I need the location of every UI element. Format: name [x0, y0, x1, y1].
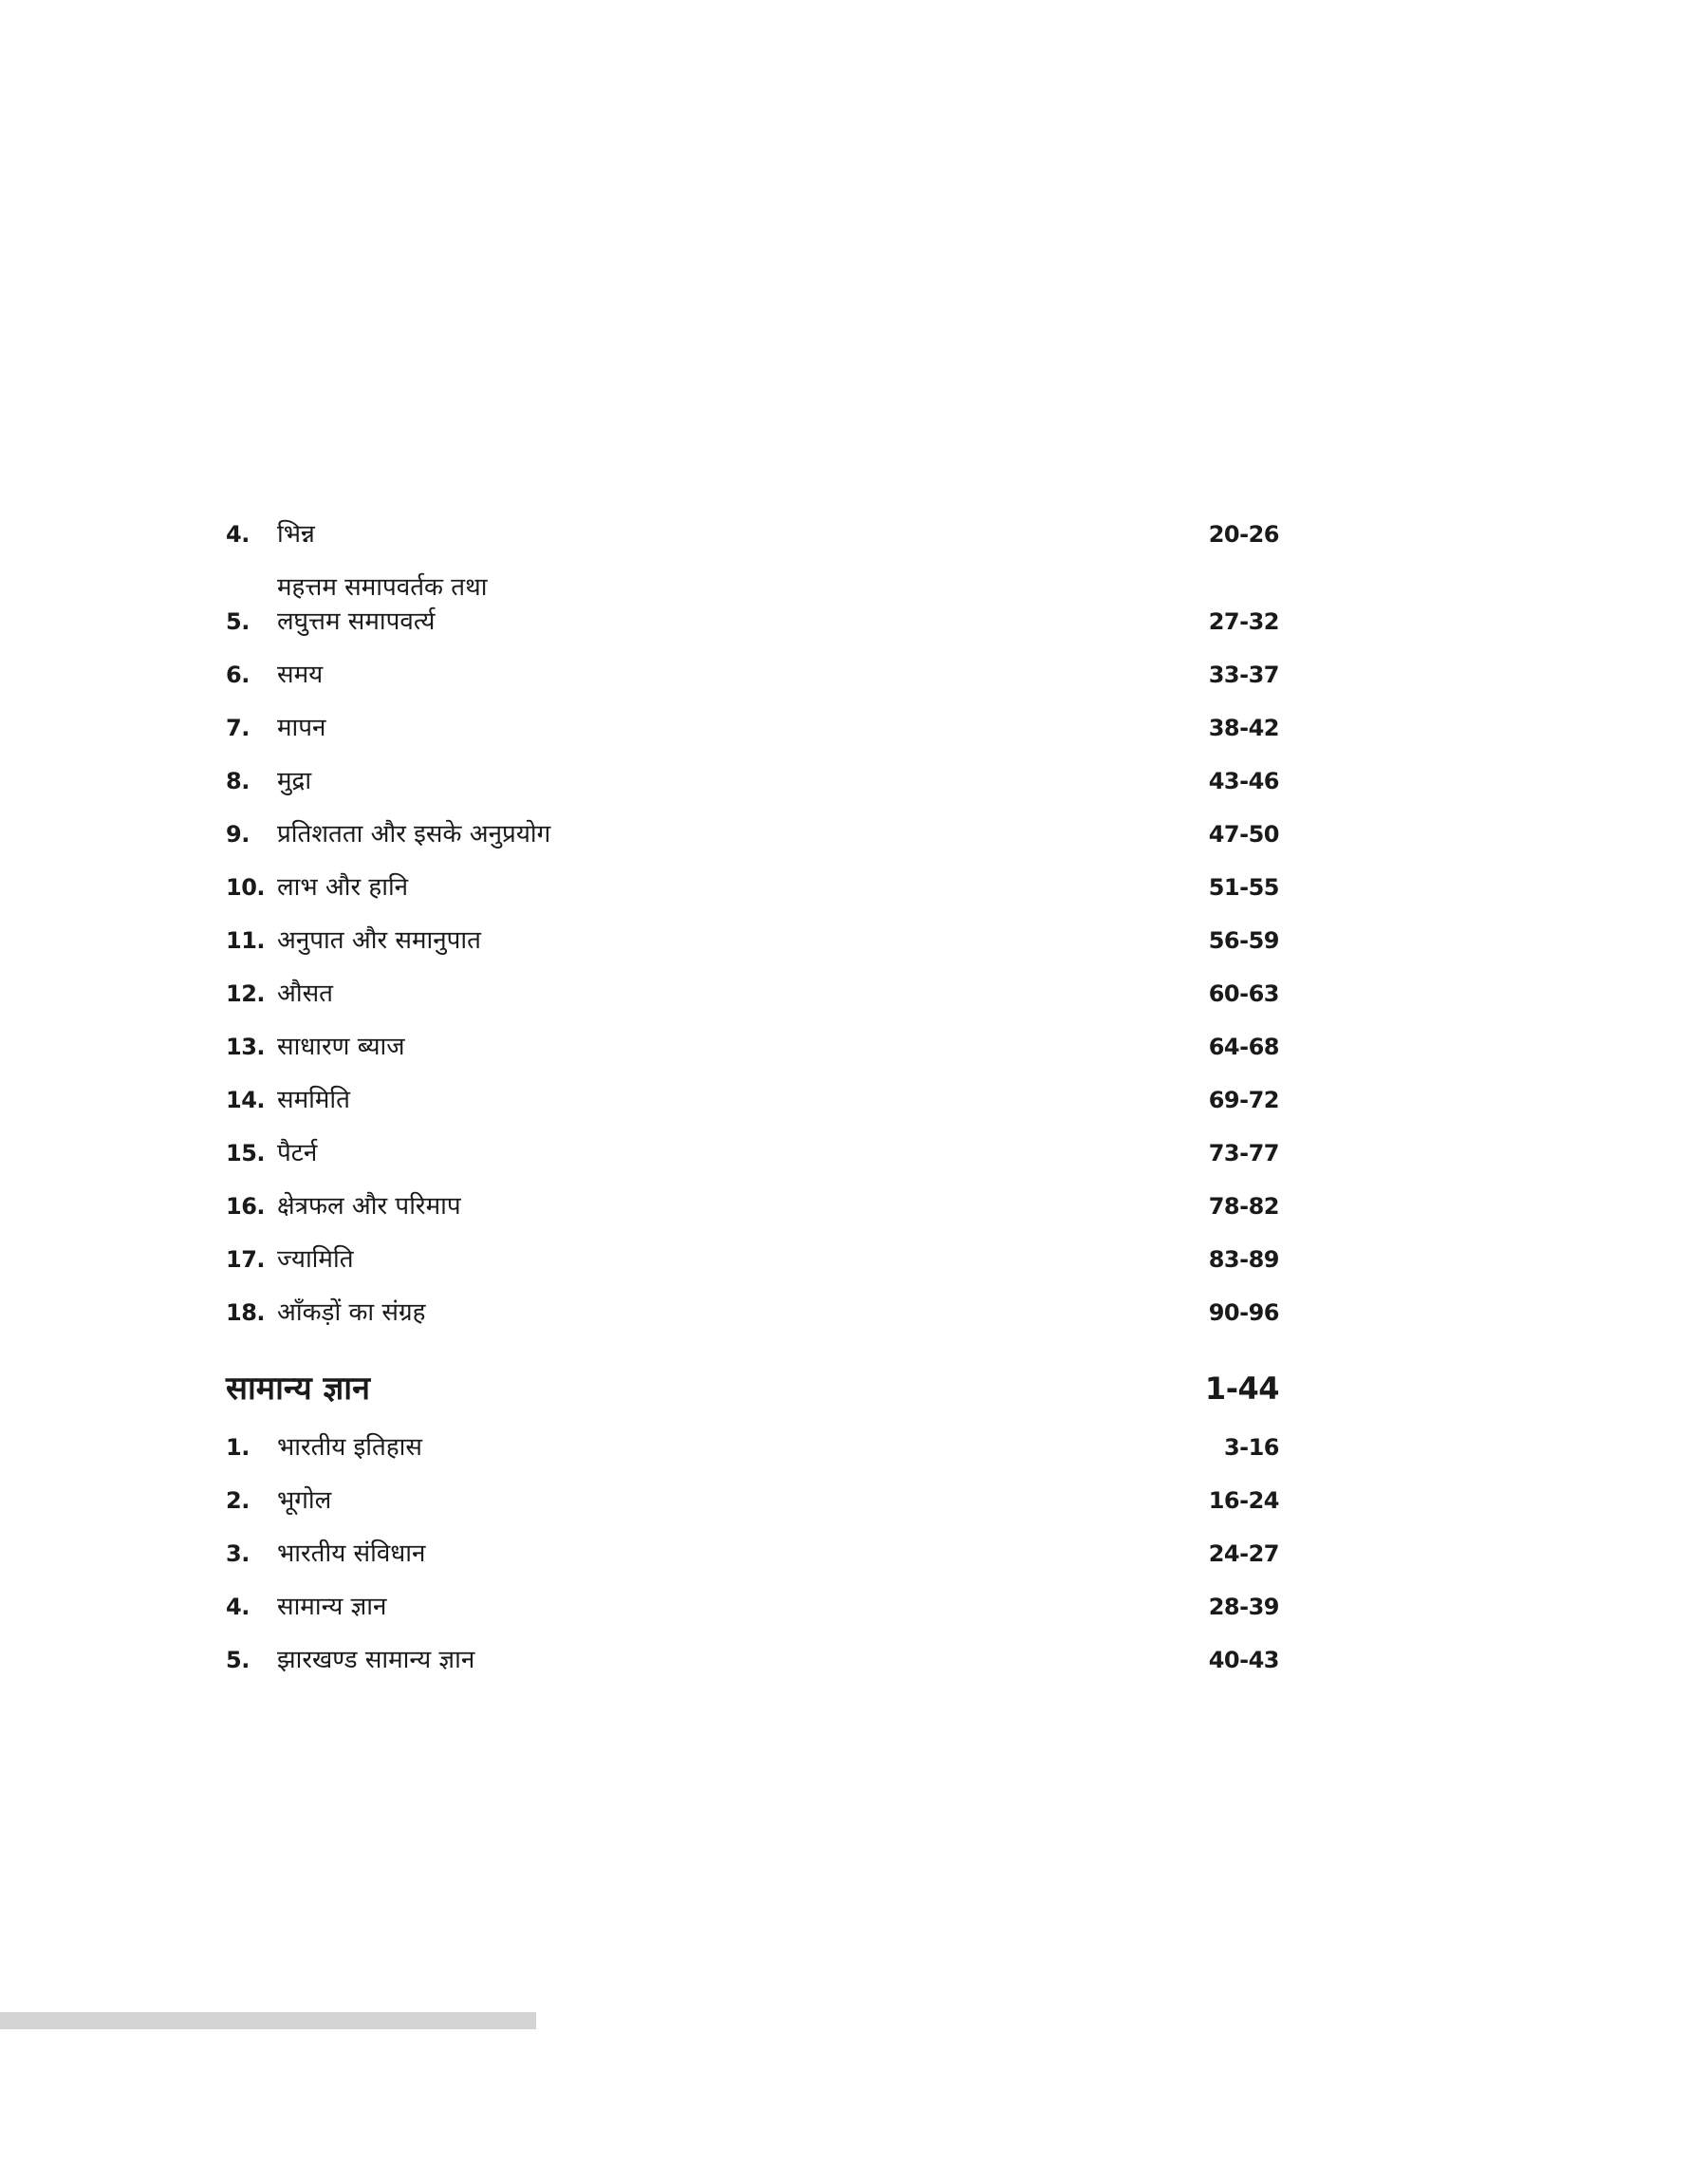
toc-entry: [226, 1296, 1279, 1330]
entry-page-range: 40-43: [1208, 1647, 1279, 1673]
entry-number: 5.: [226, 1647, 250, 1673]
entry-title: लाभ और हानि: [277, 873, 409, 902]
entry-title: भारतीय संविधान: [277, 1539, 426, 1568]
entry-number: 3.: [226, 1540, 250, 1567]
entry-page-range: 64-68: [1208, 1034, 1279, 1060]
entry-number: 4.: [226, 521, 250, 548]
entry-number: 11.: [226, 927, 266, 954]
toc-entry: [226, 977, 1279, 1011]
entry-title: सममिति: [277, 1086, 350, 1114]
toc-entry: [226, 1030, 1279, 1064]
entry-page-range: 47-50: [1208, 821, 1279, 848]
entry-title: मुद्रा: [277, 767, 312, 795]
entry-page-range: 90-96: [1208, 1299, 1279, 1326]
entry-title: आँकड़ों का संग्रह: [277, 1298, 426, 1327]
entry-title: भूगोल: [277, 1486, 332, 1515]
entry-page-range: 24-27: [1208, 1540, 1279, 1567]
section-heading: [226, 1368, 1279, 1409]
section-page-range: 1-44: [1204, 1371, 1279, 1407]
toc-entry: [226, 924, 1279, 958]
entry-number: 9.: [226, 821, 250, 848]
entry-page-range: 78-82: [1208, 1193, 1279, 1220]
entry-page-range: 16-24: [1208, 1487, 1279, 1514]
entry-page-range: 28-39: [1208, 1594, 1279, 1620]
entry-title: महत्तम समापवर्तक तथा लघुत्तम समापवर्त्य: [277, 573, 488, 636]
toc-entry: [226, 1136, 1279, 1170]
entry-page-range: 83-89: [1208, 1246, 1279, 1273]
entry-title: अनुपात और समानुपात: [277, 926, 481, 955]
toc-entry: [226, 1537, 1279, 1571]
toc-entry: [226, 658, 1279, 692]
entry-number: 2.: [226, 1487, 250, 1514]
toc-entry: [226, 711, 1279, 745]
entry-number: 14.: [226, 1087, 266, 1113]
toc-entry: [226, 817, 1279, 851]
entry-number: 12.: [226, 980, 266, 1007]
entry-page-range: 20-26: [1208, 521, 1279, 548]
footer-bar: [0, 2012, 536, 2029]
gk-topics-list: [226, 1430, 1279, 1677]
entry-title: क्षेत्रफल और परिमाप: [277, 1192, 461, 1221]
entry-page-range: 38-42: [1208, 715, 1279, 741]
entry-page-range: 51-55: [1208, 874, 1279, 901]
toc-entry: [226, 870, 1279, 905]
entry-number: 1.: [226, 1434, 250, 1461]
entry-title: प्रतिशतता और इसके अनुप्रयोग: [277, 820, 551, 849]
entry-page-range: 33-37: [1208, 662, 1279, 688]
entry-title: भारतीय इतिहास: [277, 1433, 422, 1462]
entry-title: पैटर्न: [277, 1139, 318, 1167]
entry-page-range: 73-77: [1208, 1140, 1279, 1166]
toc-entry: [226, 764, 1279, 798]
entry-page-range: 56-59: [1208, 927, 1279, 954]
section-title: सामान्य ज्ञान: [226, 1370, 370, 1408]
toc-entry: [226, 1643, 1279, 1677]
entry-number: 13.: [226, 1034, 266, 1060]
entry-title: मापन: [277, 714, 326, 742]
entry-page-range: 60-63: [1208, 980, 1279, 1007]
entry-page-range: 43-46: [1208, 768, 1279, 794]
toc-entry: [226, 1483, 1279, 1518]
entry-title: सामान्य ज्ञान: [277, 1593, 387, 1621]
entry-title: झारखण्ड सामान्य ज्ञान: [277, 1646, 475, 1674]
toc-entry: [226, 1430, 1279, 1465]
entry-number: 17.: [226, 1246, 266, 1273]
entry-number: 4.: [226, 1594, 250, 1620]
entry-number: 8.: [226, 768, 250, 794]
entry-title: ज्यामिति: [277, 1245, 354, 1274]
toc-entry: [226, 1083, 1279, 1117]
math-topics-list: [226, 517, 1279, 1330]
toc-entry: [226, 517, 1279, 551]
entry-number: 16.: [226, 1193, 266, 1220]
entry-title: समय: [277, 661, 324, 689]
toc-entry: [226, 1189, 1279, 1223]
entry-page-range: 27-32: [1208, 608, 1279, 635]
entry-title: साधारण ब्याज: [277, 1033, 405, 1061]
entry-page-range: 3-16: [1223, 1434, 1279, 1461]
entry-page-range: 69-72: [1208, 1087, 1279, 1113]
toc-entry: [226, 1242, 1279, 1277]
entry-number: 18.: [226, 1299, 266, 1326]
entry-number: 15.: [226, 1140, 266, 1166]
entry-title: भिन्न: [277, 520, 315, 549]
entry-title: औसत: [277, 980, 333, 1008]
entry-number: 5.: [226, 608, 250, 635]
toc-entry: [226, 570, 1279, 639]
entry-number: 10.: [226, 874, 266, 901]
entry-number: 6.: [226, 662, 250, 688]
table-of-contents: [226, 517, 1279, 1696]
entry-number: 7.: [226, 715, 250, 741]
toc-entry: [226, 1590, 1279, 1624]
